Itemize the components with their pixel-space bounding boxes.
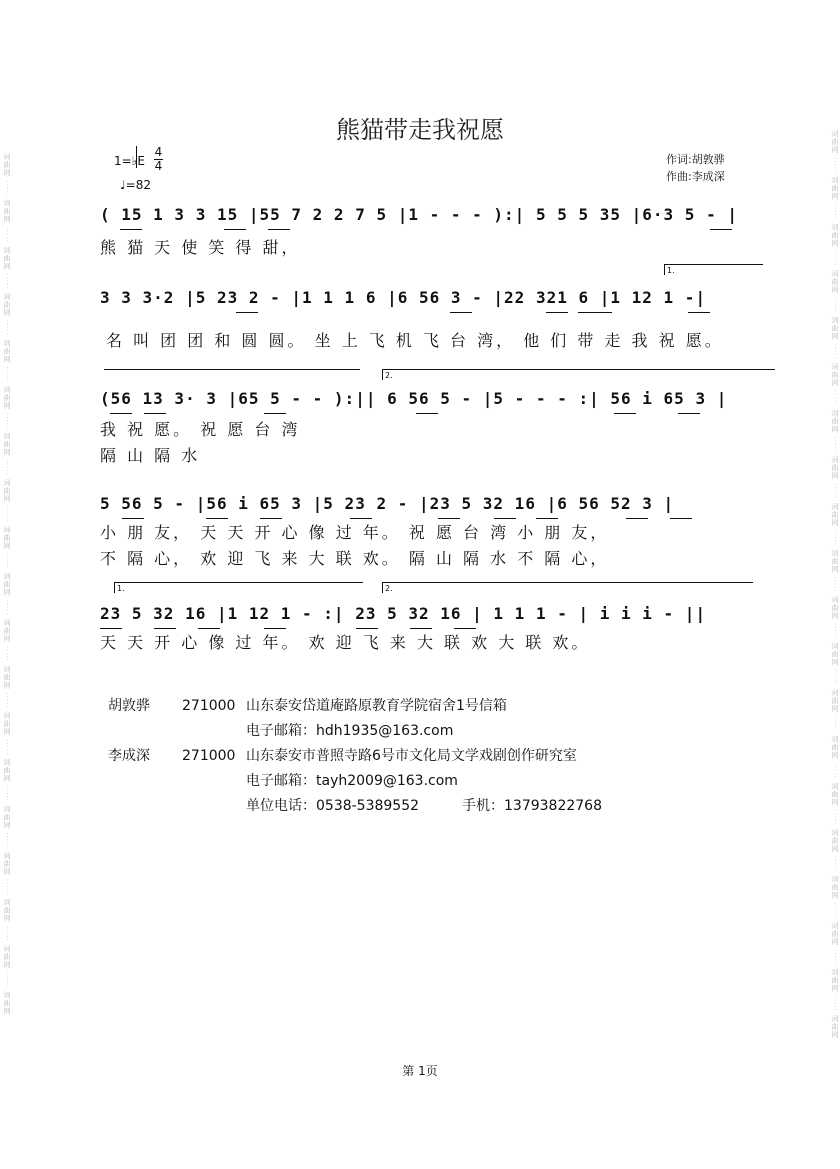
lyric-line: 熊 猫 天 使 笑 得 甜， — [100, 238, 301, 257]
page-number: 第 1页 — [402, 1064, 438, 1078]
contact-address: 山东泰安岱道庵路原教育学院宿舍1号信箱 — [246, 698, 507, 714]
quarter-note-icon: ♩ — [120, 178, 126, 192]
tempo-marking — [120, 178, 151, 192]
watermark-text: 词曲网 — [831, 595, 839, 620]
watermark-text: 词曲网 — [831, 362, 839, 387]
watermark-text: 词曲网 — [3, 619, 11, 644]
key-prefix: 1= — [114, 154, 132, 168]
notation-line: 5 56 5 - |56 i 65 3 |5 23 2 - |23 5 32 16 |6 56 52 3 | — [100, 494, 675, 513]
time-top: 4 — [154, 145, 163, 159]
contact-email: 电子邮箱：hdh1935@163.com — [246, 723, 454, 739]
key-note: E — [137, 154, 145, 168]
prelude-bracket — [104, 369, 360, 380]
watermark-text: 词曲网 — [831, 316, 839, 341]
watermark-text: 词曲网 — [831, 828, 839, 853]
lyric-line: 名 叫 团 团 和 圆 圆。 坐 上 飞 机 飞 台 湾， 他 们 带 走 我 祝 愿。 — [106, 331, 724, 350]
contact-name: 胡敦骅 — [108, 698, 150, 714]
lyric-line: 不 隔 心， 欢 迎 飞 来 大 联 欢。 隔 山 隔 水 不 隔 心， — [100, 549, 610, 568]
watermark-text: 词曲网 — [831, 875, 839, 900]
watermark-text: 词曲网 — [3, 525, 11, 550]
watermark-text: 词曲网 — [3, 153, 11, 178]
left-watermark-strip: 词曲网 ····· 词曲网 ····· 词曲网 ····· 词曲网 ····· 词曲网 ····· 词曲网 ····· 词曲网 ····· 词曲网 ····· 词曲网 ····· 词曲网 ····· 词曲网 ····· 词曲网 ····· 词曲网 ····· 词曲网 ····· 词曲网 ····· 词曲网 ····· 词曲网 ····· 词曲网 ····· 词曲网 — [3, 153, 11, 1016]
contact-address: 山东泰安市普照寺路6号市文化局文学戏剧创作研究室 — [246, 748, 577, 764]
watermark-text: 词曲网 — [831, 130, 839, 154]
watermark-text: 词曲网 — [3, 805, 11, 830]
watermark-text: 词曲网 — [831, 968, 839, 993]
watermark-text: 词曲网 — [831, 921, 839, 946]
mobile-phone: 手机：13793822768 — [462, 798, 602, 814]
contact-zip: 271000 — [182, 698, 236, 714]
staff-bar — [136, 146, 137, 168]
watermark-text: 词曲网 — [3, 945, 11, 970]
credits — [666, 151, 725, 185]
watermark-text: 词曲网 — [831, 735, 839, 760]
lyric-line: 天 天 开 心 像 过 年。 欢 迎 飞 来 大 联 欢 大 联 欢。 — [100, 633, 591, 652]
key-signature-label — [114, 154, 145, 168]
watermark-text: 词曲网 — [831, 782, 839, 807]
watermark-text: 词曲网 — [3, 898, 11, 923]
watermark-text: 词曲网 — [3, 665, 11, 690]
lyricist-credit: 作词:胡敦骅 — [666, 153, 725, 166]
key-and-tempo — [114, 146, 194, 196]
notation-line: (56 13 3· 3 |65 5 - - ):|| 6 56 5 - |5 - - - :| 56 i 65 3 | — [100, 389, 728, 408]
watermark-text: 词曲网 — [831, 642, 839, 667]
song-title: 熊猫带走我祝愿 — [336, 116, 504, 144]
volta-2-marker: 2. — [382, 582, 753, 593]
watermark-text: 词曲网 — [831, 502, 839, 527]
time-bottom: 4 — [154, 159, 163, 173]
watermark-text: 词曲网 — [3, 199, 11, 224]
right-watermark-strip: 词曲网 ····· 词曲网 ····· 词曲网 ····· 词曲网 ····· 词曲网 ····· 词曲网 ····· 词曲网 ····· 词曲网 ····· 词曲网 ····· 词曲网 ····· 词曲网 ····· 词曲网 ····· 词曲网 ····· 词曲网 ····· 词曲网 ····· 词曲网 ····· 词曲网 ····· 词曲网 ····· 词曲网 ····· 词曲网 — [831, 130, 839, 1039]
composer-credit: 作曲:李成深 — [666, 170, 725, 183]
watermark-text: 词曲网 — [831, 456, 839, 481]
watermark-text: 词曲网 — [831, 223, 839, 248]
watermark-text: 词曲网 — [831, 688, 839, 713]
watermark-text: 词曲网 — [3, 479, 11, 504]
watermark-text: 词曲网 — [3, 712, 11, 737]
score-row-2 — [100, 266, 770, 350]
contact-email: 电子邮箱：tayh2009@163.com — [246, 773, 458, 789]
contact-name: 李成深 — [108, 748, 150, 764]
watermark-text: 词曲网 — [3, 432, 11, 457]
notation-line: ( 15 1 3 3 15 |55 7 2 2 7 5 |1 - - - ):| 5 5 5 35 |6·3 5 - | — [100, 205, 738, 224]
watermark-text: 词曲网 — [3, 246, 11, 271]
watermark-text: 词曲网 — [3, 572, 11, 597]
tempo-value: =82 — [125, 178, 151, 192]
score-row-3 — [100, 371, 770, 469]
watermark-text: 词曲网 — [831, 176, 839, 201]
score-row-4 — [100, 494, 770, 574]
watermark-text: 词曲网 — [3, 758, 11, 783]
volta-1-marker: 1. — [114, 582, 363, 593]
watermark-text: 词曲网 — [831, 409, 839, 434]
volta-2-marker: 2. — [382, 369, 775, 380]
watermark-text: 词曲网 — [831, 269, 839, 294]
time-signature — [154, 146, 163, 173]
lyric-line: 隔 山 隔 水 — [100, 446, 201, 465]
watermark-text: 词曲网 — [3, 293, 11, 318]
office-phone: 单位电话：0538-5389552 — [246, 798, 420, 814]
watermark-text: 词曲网 — [3, 851, 11, 876]
notation-line: 3 3 3·2 |5 23 2 - |1 1 1 6 |6 56 3 - |22 321 6 |1 12 1 -| — [100, 288, 707, 307]
watermark-text: 词曲网 — [831, 549, 839, 574]
notation-line: 23 5 32 16 |1 12 1 - :| 23 5 32 16 | 1 1 1 - | i i i - || — [100, 604, 707, 623]
watermark-text: 词曲网 — [831, 1014, 839, 1039]
watermark-text: 词曲网 — [3, 386, 11, 411]
watermark-text: 词曲网 — [3, 991, 11, 1016]
flat-icon: ♭ — [131, 154, 138, 168]
lyric-line: 小 朋 友， 天 天 开 心 像 过 年。 祝 愿 台 湾 小 朋 友， — [100, 523, 610, 542]
watermark-text: 词曲网 — [3, 339, 11, 364]
score-row-1 — [100, 205, 770, 265]
volta-1-marker: 1. — [664, 264, 763, 275]
contact-zip: 271000 — [182, 748, 236, 764]
score-row-5 — [100, 584, 770, 664]
lyric-line: 我 祝 愿。 祝 愿 台 湾 — [100, 420, 301, 439]
